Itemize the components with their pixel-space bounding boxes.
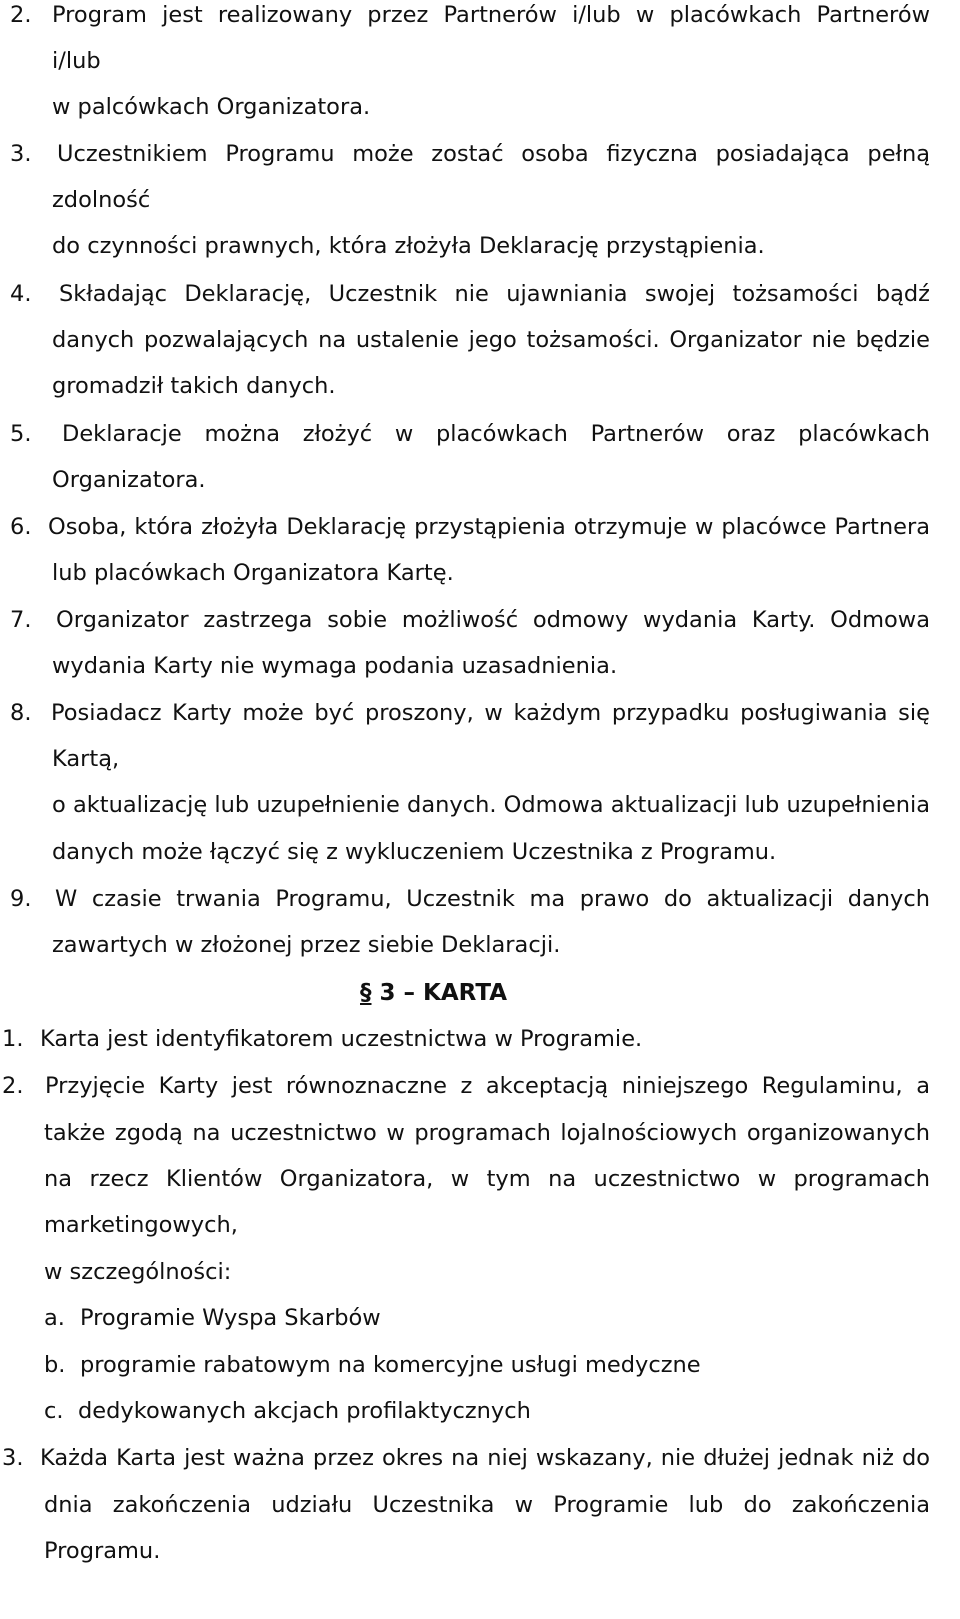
item-text-line: Każda Karta jest ważna przez okres na niej wskazany, nie dłużej jednak niż do [40, 1445, 930, 1471]
item-text-line: danych pozwalających na ustalenie jego tożsamości. Organizator nie będzie [52, 327, 930, 353]
item-text-line: w szczególności: [44, 1259, 232, 1285]
item-text-line: do czynności prawnych, która złożyła Deklarację przystąpienia. [52, 233, 765, 259]
item-text-line: Organizator zastrzega sobie możliwość odmowy wydania Karty. Odmowa [56, 607, 930, 633]
item-text-line: Karta jest identyfikatorem uczestnictwa w Programie. [40, 1026, 643, 1052]
item-text-line: w palcówkach Organizatora. [52, 94, 371, 120]
section-heading [360, 978, 540, 1008]
item-number: 5. [10, 421, 32, 447]
sub-item-letter: b. [44, 1352, 66, 1378]
item-text-line: danych może łączyć się z wykluczeniem Uczestnika z Programu. [52, 839, 777, 865]
item-text-line: i/lub [52, 48, 101, 74]
sub-item-text: programie rabatowym na komercyjne usługi medyczne [80, 1352, 701, 1378]
section-title: 3 – KARTA [379, 980, 508, 1006]
item-number: 3. [2, 1445, 24, 1471]
item-text-line: Program jest realizowany przez Partnerów i/lub w placówkach Partnerów [52, 2, 930, 28]
item-text-line: Organizatora. [52, 467, 206, 493]
item-text-line: Uczestnikiem Programu może zostać osoba fizyczna posiadająca pełną [57, 141, 930, 167]
item-number: 4. [10, 281, 32, 307]
item-text-line: Kartą, [52, 746, 120, 772]
item-text-line: dnia zakończenia udziału Uczestnika w Programie lub do zakończenia [44, 1492, 930, 1518]
item-number: 3. [10, 141, 32, 167]
item-text-line: także zgodą na uczestnictwo w programach lojalnościowych organizowanych [44, 1120, 930, 1146]
item-number: 9. [10, 886, 32, 912]
item-text-line: W czasie trwania Programu, Uczestnik ma prawo do aktualizacji danych [55, 886, 930, 912]
item-text-line: Programu. [44, 1538, 161, 1564]
item-number: 2. [2, 1073, 24, 1099]
item-text-line: o aktualizację lub uzupełnienie danych. Odmowa aktualizacji lub uzupełnienia [52, 792, 930, 818]
item-text-line: Posiadacz Karty może być proszony, w każdym przypadku posługiwania się [51, 700, 930, 726]
item-text-line: Składając Deklarację, Uczestnik nie ujawniania swojej tożsamości bądź [59, 281, 930, 307]
sub-item-text: Programie Wyspa Skarbów [80, 1305, 381, 1331]
item-text-line: Osoba, która złożyła Deklarację przystąpienia otrzymuje w placówce Partnera [48, 514, 930, 540]
sub-item-letter: c. [44, 1398, 64, 1424]
item-number: 2. [10, 2, 32, 28]
item-text-line: Deklaracje można złożyć w placówkach Partnerów oraz placówkach [62, 421, 930, 447]
item-text-line: gromadził takich danych. [52, 373, 336, 399]
item-number: 6. [10, 514, 32, 540]
item-number: 8. [10, 700, 32, 726]
section-symbol: § [360, 980, 372, 1006]
item-text-line: Przyjęcie Karty jest równoznaczne z akceptacją niniejszego Regulaminu, a [45, 1073, 930, 1099]
item-text-line: wydania Karty nie wymaga podania uzasadnienia. [52, 653, 618, 679]
sub-item-text: dedykowanych akcjach profilaktycznych [78, 1398, 531, 1424]
item-text-line: marketingowych, [44, 1212, 238, 1238]
sub-item-letter: a. [44, 1305, 65, 1331]
item-number: 7. [10, 607, 32, 633]
item-number: 1. [2, 1026, 24, 1052]
item-text-line: na rzecz Klientów Organizatora, w tym na uczestnictwo w programach [44, 1166, 930, 1192]
item-text-line: zawartych w złożonej przez siebie Deklaracji. [52, 932, 561, 958]
item-text-line: zdolność [52, 187, 151, 213]
item-text-line: lub placówkach Organizatora Kartę. [52, 560, 454, 586]
